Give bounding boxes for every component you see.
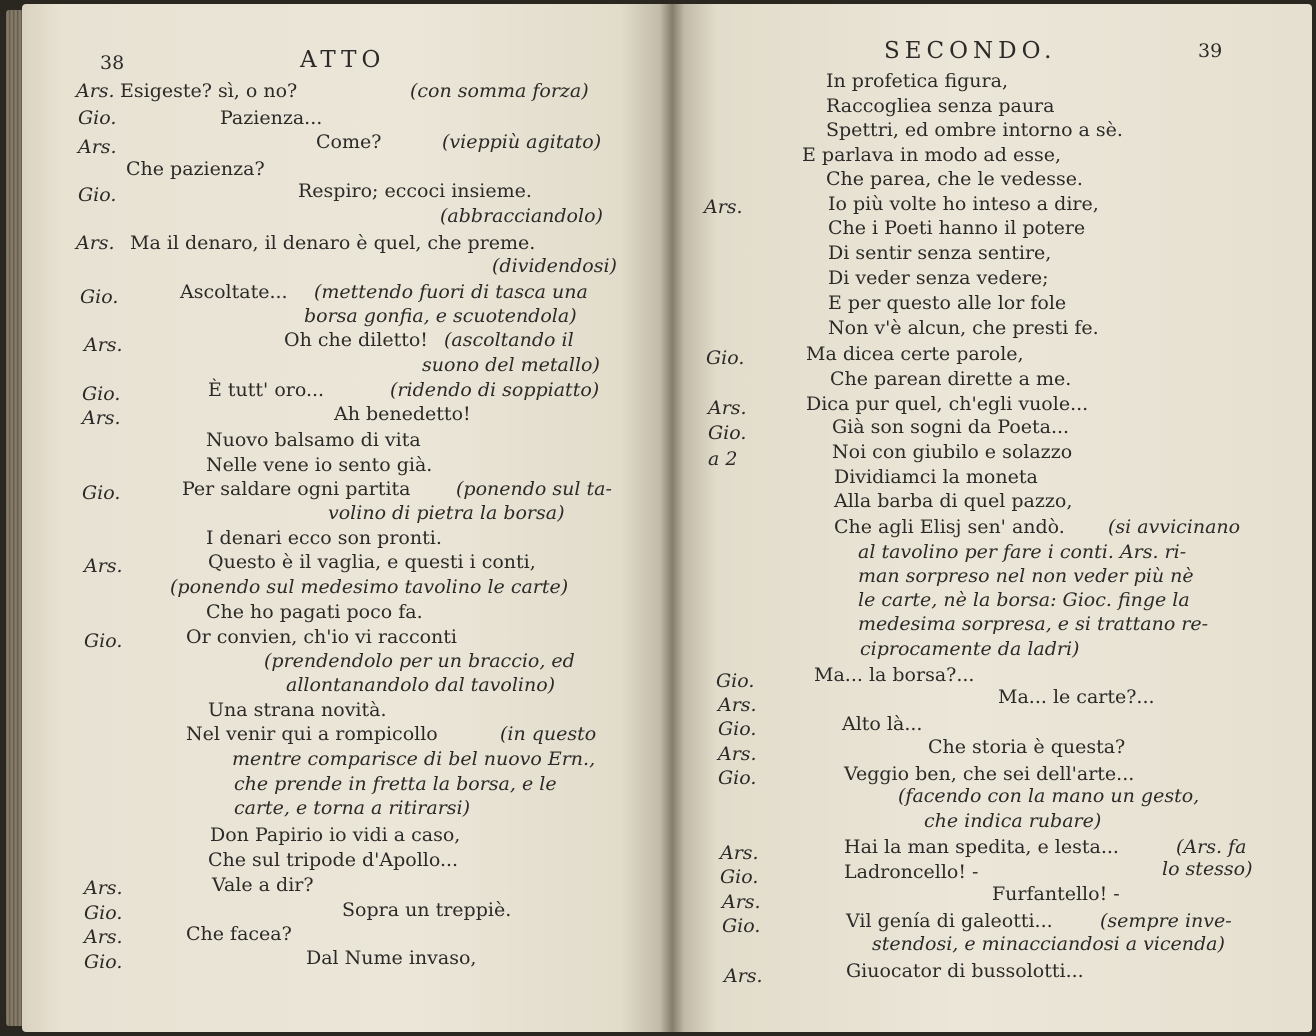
verse-line: Vil genía di galeotti... xyxy=(846,910,1053,932)
speaker-label: Gio. xyxy=(716,670,755,692)
speaker-label: Ars. xyxy=(76,80,115,102)
verse-line: Don Papirio io vidi a caso, xyxy=(210,824,461,846)
speaker-label: Ars. xyxy=(720,842,759,864)
speaker-label: Ars. xyxy=(724,965,763,987)
stage-direction: volino di pietra la borsa) xyxy=(328,502,565,524)
speaker-label: Ars. xyxy=(78,136,117,158)
stage-direction: (ridendo di soppiatto) xyxy=(390,379,600,401)
stage-direction: (ponendo sul ta- xyxy=(456,478,612,500)
verse-line: Che pazienza? xyxy=(126,158,265,180)
speaker-label: Ars. xyxy=(722,891,761,913)
verse-line: Esigeste? sì, o no? xyxy=(120,80,298,102)
stage-direction: carte, e torna a ritirarsi) xyxy=(234,797,471,819)
verse-line: Ma dicea certe parole, xyxy=(806,343,1024,365)
verse-line: Ma il denaro, il denaro è quel, che preme. xyxy=(130,232,536,254)
verse-line: Che parea, che le vedesse. xyxy=(826,168,1083,190)
verse-line: Io più volte ho inteso a dire, xyxy=(828,193,1099,215)
speaker-label: Ars. xyxy=(708,397,747,419)
verse-line: Ma... la borsa?... xyxy=(814,664,975,686)
speaker-label: Gio. xyxy=(80,286,119,308)
speaker-label: Gio. xyxy=(84,902,123,924)
verse-line: Nuovo balsamo di vita xyxy=(206,429,421,451)
running-head: SECONDO. xyxy=(884,38,1057,64)
stage-direction: (ponendo sul medesimo tavolino le carte) xyxy=(170,576,569,598)
verse-line: Ladroncello! - xyxy=(844,861,979,883)
verse-line: Respiro; eccoci insieme. xyxy=(298,180,532,202)
stage-direction: (in questo xyxy=(500,723,597,745)
verse-line: I denari ecco son pronti. xyxy=(206,527,442,549)
verse-line: Vale a dir? xyxy=(212,874,314,896)
verse-line: Ascoltate... xyxy=(180,281,288,303)
stage-direction: (dividendosi) xyxy=(492,255,617,277)
stage-direction: stendosi, e minacciandosi a vicenda) xyxy=(872,933,1225,955)
verse-line: Dal Nume invaso, xyxy=(306,947,477,969)
speaker-label: Ars. xyxy=(718,743,757,765)
speaker-label: Ars. xyxy=(76,232,115,254)
verse-line: Oh che diletto! xyxy=(284,329,428,351)
speaker-label: Ars. xyxy=(82,407,121,429)
stage-direction: allontanandolo dal tavolino) xyxy=(286,674,556,696)
stage-direction: borsa gonfia, e scuotendola) xyxy=(304,305,577,327)
verse-line: Hai la man spedita, e lesta... xyxy=(844,836,1119,858)
verse-line: Che facea? xyxy=(186,923,292,945)
stage-direction: che indica rubare) xyxy=(924,810,1102,832)
verse-line: In profetica figura, xyxy=(826,70,1008,92)
speaker-label: Gio. xyxy=(84,951,123,973)
speaker-label: Gio. xyxy=(718,767,757,789)
speaker-label: Gio. xyxy=(78,107,117,129)
stage-direction: (mettendo fuori di tasca una xyxy=(314,281,588,303)
speaker-label: Ars. xyxy=(84,926,123,948)
speaker-label: a 2 xyxy=(708,448,738,470)
stage-direction: (vieppiù agitato) xyxy=(442,131,602,153)
verse-line: Nelle vene io sento già. xyxy=(206,454,433,476)
verse-line: Spettri, ed ombre intorno a sè. xyxy=(826,119,1123,141)
stage-direction: (prendendolo per un braccio, ed xyxy=(264,650,575,672)
stage-direction: medesima sorpresa, e si trattano re- xyxy=(858,613,1209,635)
verse-line: Di sentir senza sentire, xyxy=(828,242,1052,264)
verse-line: E parlava in modo ad esse, xyxy=(802,144,1061,166)
verse-line: Ma... le carte?... xyxy=(998,686,1155,708)
verse-line: Alla barba di quel pazzo, xyxy=(834,490,1073,512)
verse-line: Ah benedetto! xyxy=(334,403,471,425)
verse-line: Una strana novità. xyxy=(208,699,387,721)
verse-line: Dica pur quel, ch'egli vuole... xyxy=(806,393,1089,415)
right-page xyxy=(672,4,1312,1032)
verse-line: Pazienza... xyxy=(220,107,323,129)
stage-direction: lo stesso) xyxy=(1162,858,1253,880)
stage-direction: (facendo con la mano un gesto, xyxy=(898,785,1200,807)
verse-line: Che i Poeti hanno il potere xyxy=(828,217,1086,239)
stage-direction: le carte, nè la borsa: Gioc. finge la xyxy=(858,589,1190,611)
verse-line: Che agli Elisj sen' andò. xyxy=(834,516,1065,538)
speaker-label: Ars. xyxy=(84,555,123,577)
speaker-label: Gio. xyxy=(718,718,757,740)
verse-line: Come? xyxy=(316,131,382,153)
stage-direction: man sorpreso nel non veder più nè xyxy=(858,565,1194,587)
verse-line: Raccogliea senza paura xyxy=(826,95,1055,117)
speaker-label: Ars. xyxy=(704,196,743,218)
verse-line: Furfantello! - xyxy=(992,883,1120,905)
stage-direction: al tavolino per fare i conti. Ars. ri- xyxy=(858,541,1187,563)
verse-line: Di veder senza vedere; xyxy=(828,267,1049,289)
stage-direction: (con somma forza) xyxy=(410,80,589,102)
stage-direction: (abbracciandolo) xyxy=(440,205,603,227)
speaker-label: Ars. xyxy=(84,334,123,356)
speaker-label: Ars. xyxy=(718,694,757,716)
verse-line: È tutt' oro... xyxy=(208,379,325,401)
verse-line: Che parean dirette a me. xyxy=(830,368,1072,390)
stage-direction: che prende in fretta la borsa, e le xyxy=(234,773,557,795)
verse-line: Che storia è questa? xyxy=(928,736,1126,758)
speaker-label: Gio. xyxy=(84,630,123,652)
stage-direction: suono del metallo) xyxy=(422,354,600,376)
verse-line: Non v'è alcun, che presti fe. xyxy=(828,317,1099,339)
speaker-label: Gio. xyxy=(78,184,117,206)
stage-direction: (Ars. fa xyxy=(1176,836,1247,858)
verse-line: Giuocator di bussolotti... xyxy=(846,960,1084,982)
verse-line: Già son sogni da Poeta... xyxy=(832,416,1070,438)
verse-line: Che ho pagati poco fa. xyxy=(206,601,423,623)
verse-line: Che sul tripode d'Apollo... xyxy=(208,849,459,871)
speaker-label: Gio. xyxy=(82,383,121,405)
page-number: 39 xyxy=(1198,40,1223,62)
verse-line: Questo è il vaglia, e questi i conti, xyxy=(208,551,536,573)
stage-direction: (sempre inve- xyxy=(1100,910,1232,932)
speaker-label: Gio. xyxy=(722,915,761,937)
verse-line: Or convien, ch'io vi racconti xyxy=(186,626,457,648)
verse-line: Alto là... xyxy=(842,713,923,735)
speaker-label: Ars. xyxy=(84,877,123,899)
verse-line: E per questo alle lor fole xyxy=(828,292,1067,314)
stage-direction: (si avvicinano xyxy=(1108,516,1241,538)
verse-line: Noi con giubilo e solazzo xyxy=(832,441,1073,463)
speaker-label: Gio. xyxy=(706,347,745,369)
verse-line: Dividiamci la moneta xyxy=(834,466,1038,488)
speaker-label: Gio. xyxy=(708,422,747,444)
running-head: ATTO xyxy=(300,47,386,73)
verse-line: Nel venir qui a rompicollo xyxy=(186,723,438,745)
speaker-label: Gio. xyxy=(720,866,759,888)
stage-direction: (ascoltando il xyxy=(444,329,574,351)
stage-direction: mentre comparisce di bel nuovo Ern., xyxy=(232,748,596,770)
verse-line: Sopra un treppiè. xyxy=(342,899,512,921)
speaker-label: Gio. xyxy=(82,482,121,504)
verse-line: Per saldare ogni partita xyxy=(182,478,411,500)
left-page xyxy=(22,4,672,1032)
page-number: 38 xyxy=(100,52,125,74)
stage-direction: ciprocamente da ladri) xyxy=(860,638,1080,660)
verse-line: Veggio ben, che sei dell'arte... xyxy=(844,763,1135,785)
